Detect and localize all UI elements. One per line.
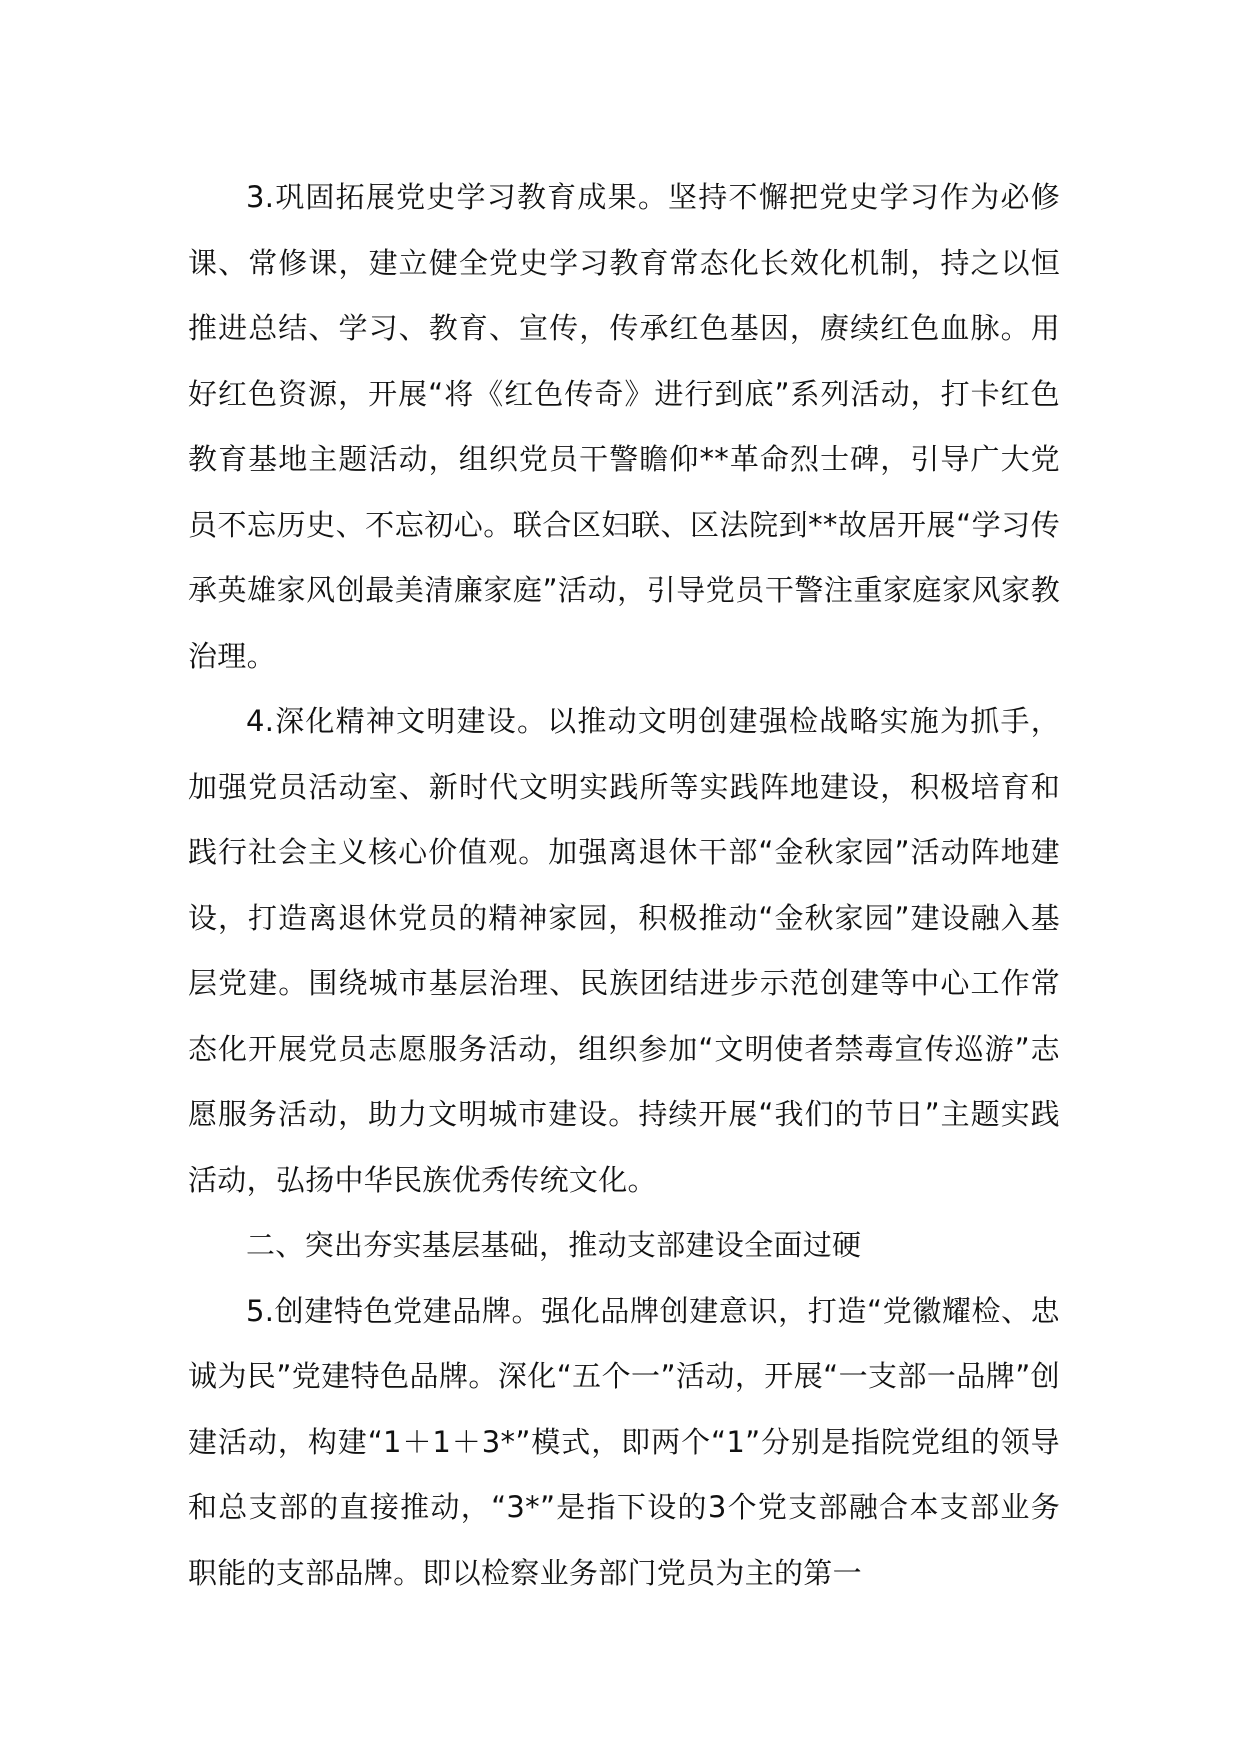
document-body [188, 165, 1060, 1606]
section-heading-2: 二、突出夯实基层基础，推动支部建设全面过硬 [246, 1228, 862, 1262]
paragraph-item-4-spiritual-civilization: 4.深化精神文明建设。以推动文明创建强检战略实施为抓手，加强党员活动室、新时代文明实践所等实践阵地建设，积极培育和践行社会主义核心价值观。加强离退休干部“金秋家园”活动阵地建设，打造离退休党员的精神家园，积极推动“金秋家园”建设融入基层党建。围绕城市基层治理、民族团结进步示范创建等中心工作常态化开展党员志愿服务活动，组织参加“文明使者禁毒宣传巡游”志愿服务活动，助力文明城市建设。持续开展“我们的节日”主题实践活动，弘扬中华民族优秀传统文化。 [188, 704, 1060, 1197]
paragraph-item-5-party-brand: 5.创建特色党建品牌。强化品牌创建意识，打造“党徽耀检、忠诚为民”党建特色品牌。深化“五个一”活动，开展“一支部一品牌”创建活动，构建“1＋1＋3*”模式，即两个“1”分别是指院党组的领导和总支部的直接推动，“3*”是指下设的3个党支部融合本支部业务职能的支部品牌。即以检察业务部门党员为主的第一 [188, 1293, 1060, 1590]
paragraph-item-3-party-history: 3.巩固拓展党史学习教育成果。坚持不懈把党史学习作为必修课、常修课，建立健全党史学习教育常态化长效化机制，持之以恒推进总结、学习、教育、宣传，传承红色基因，赓续红色血脉。用好红色资源，开展“将《红色传奇》进行到底”系列活动，打卡红色教育基地主题活动，组织党员干警瞻仰**革命烈士碑，引导广大党员不忘历史、不忘初心。联合区妇联、区法院到**故居开展“学习传承英雄家风创最美清廉家庭”活动，引导党员干警注重家庭家风家教治理。 [188, 180, 1060, 673]
